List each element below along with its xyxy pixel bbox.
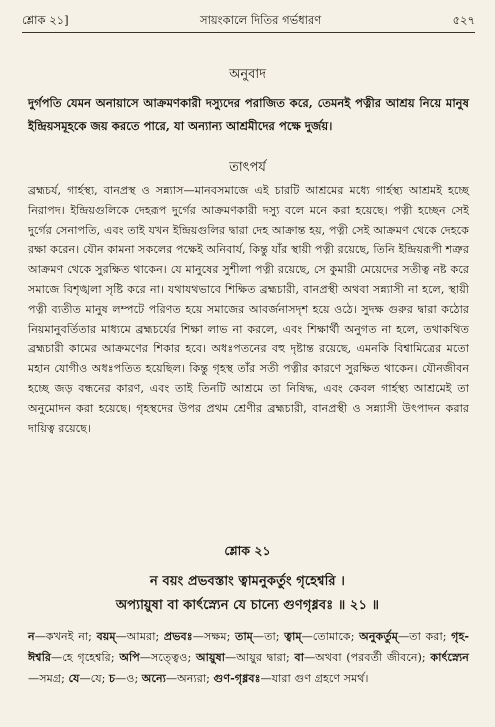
word-term: বয়ম্ — [96, 629, 116, 643]
word-term: অপি — [119, 650, 140, 664]
purport-text: ব্রহ্মচর্য, গার্হস্থ্য, বানপ্রস্থ ও সন্ন্যাস—মানবসমাজে এই চারটি আশ্রমের মধ্যে গার্হস্থ্য আশ্রমই হচ্ছে নিরাপদ। ইন্দ্রিয়গুলিকে দেহরূপ দুর্গের আক্রমণকারী দস্যু বলে মনে করা হয়েছে। পত্নী হচ্ছেন সেই দুর্গের সেনাপতি, এবং তাই যখন ইন্দ্রিয়গুলির দ্বারা দেহ আক্রান্ত হয়, পত্নী সেই আক্রমণ থেকে দেহকে রক্ষা করেন। যৌন কামনা সকলের পক্ষেই অনিবার্য, কিন্তু যাঁর স্থায়ী পত্নী রয়েছে, তিনি ইন্দ্রিয়রূপী শত্রুর আক্রমণ থেকে সুরক্ষিত থাকেন। যে মানুষের সুশীলা পত্নী রয়েছে, সে কুমারী মেয়েদের সতীত্ব নষ্ট করে সমাজে বিশৃঙ্খলা সৃষ্টি করে না। যথাযথভাবে শিক্ষিত ব্রহ্মচারী, বানপ্রস্থী অথবা সন্ন্যাসী না হলে, স্থায়ী পত্নী ব্যতীত মানুষ লম্পটে পরিণত হয়ে সমাজের আবর্জনাসদৃশ হয়ে ওঠে। সুদক্ষ গুরুর দ্বারা কঠোর নিয়মানুবর্তিতার মাধ্যমে ব্রহ্মচর্যের শিক্ষা লাভ না করলে, এবং শিক্ষার্থী অনুগত না হলে, তথাকথিত ব্রহ্মচারী কামের আক্রমণের শিকার হবে। অধঃপতনের বহু দৃষ্টান্ত রয়েছে, এমনকি বিশ্বামিত্রের মতো মহান যোগীও অধঃপতিত হয়েছিল। কিন্তু গৃহস্থ তাঁর সতী পত্নীর কারণে সুরক্ষিত থাকেন। যৌনজীবন হচ্ছে জড় বন্ধনের কারণ, এবং তাই তিনটি আশ্রমে তা নিষিদ্ধ, এবং কেবল গার্হস্থ্য আশ্রমেই তা অনুমোদন করা হয়েছে। গৃহস্থদের উপর প্রথম শ্রেণীর ব্রহ্মচারী, বানপ্রস্থী ও সন্ন্যাসী উৎপাদন করার দায়িত্ব রয়েছে। — [28, 184, 469, 435]
verse-line-1: ন বয়ং প্রভবস্তাং ত্বামনুকর্তুং গৃহেশ্বরি । — [150, 574, 345, 589]
word-term: অন্যে — [141, 671, 166, 685]
word-term: চ — [108, 671, 116, 685]
translation-text: দুর্গপতি যেমন অনায়াসে আক্রমণকারী দস্যুদের পরাজিত করে, তেমনই পত্নীর আশ্রয় নিয়ে মানুষ ইন্দ্রিয়সমূহকে জয় করতে পারে, যা অন্যান্য আশ্রমীদের পক্ষে দুর্জয়। — [28, 96, 469, 133]
word-meaning: —আমরা; — [115, 630, 164, 643]
word-meaning: —সক্ষম; — [192, 630, 236, 643]
word-term: তাম্ — [235, 629, 253, 643]
word-meaning: —সত্ত্বেও; — [139, 651, 196, 664]
word-term: অনুকর্তুম্ — [359, 629, 398, 643]
running-header — [22, 12, 475, 31]
word-meaning: —তা করা; — [397, 630, 452, 643]
word-meaning: —হে গৃহেশ্বরি; — [51, 651, 120, 664]
word-term: আয়ুষা — [195, 650, 226, 664]
word-term: ন — [28, 629, 35, 643]
verse-line-2: অপ্যায়ুষা বা কার্ৎস্ন্যেন যে চান্যে গুণগৃধ্নবঃ ॥ ২১ ॥ — [115, 598, 380, 613]
header-rule — [22, 32, 475, 33]
word-meaning: —অথবা (পরবর্তী জীবনে); — [303, 651, 431, 664]
header-verse-ref: শ্লোক ২১] — [22, 13, 69, 27]
purport-heading: তাৎপর্য — [229, 160, 266, 175]
word-meaning: —আয়ুর দ্বারা; — [225, 651, 295, 664]
verse-number-heading: শ্লোক ২১ — [224, 543, 271, 558]
word-term: বা — [294, 650, 304, 664]
word-term: ত্বাম্ — [284, 629, 302, 643]
word-term: যে — [68, 671, 80, 685]
word-meaning: —ও; — [115, 672, 142, 685]
word-meaning: —অন্যরা; — [165, 672, 214, 685]
translation-heading: অনুবাদ — [229, 67, 266, 82]
word-meaning: —যে; — [79, 672, 109, 685]
word-meaning: —কখনই না; — [34, 630, 97, 643]
word-term: প্রভবঃ — [163, 629, 193, 643]
word-meanings — [28, 626, 469, 689]
word-term: গৃহ-ঈশ্বরি — [28, 629, 469, 664]
word-meaning: —তা; — [252, 630, 285, 643]
word-term: কার্ৎস্ন্যেন — [430, 650, 469, 664]
word-meaning: —যারা গুণ গ্রহণে সমর্থ। — [260, 672, 369, 685]
word-meaning: —তোমাকে; — [301, 630, 360, 643]
word-meaning: —সমগ্র; — [28, 672, 69, 685]
page-number: ৫২৭ — [452, 13, 475, 27]
header-chapter-title: সায়ংকালে দিতির গর্ভধারণ — [199, 13, 322, 27]
word-term: গুণ-গৃধ্নবঃ — [213, 671, 261, 685]
